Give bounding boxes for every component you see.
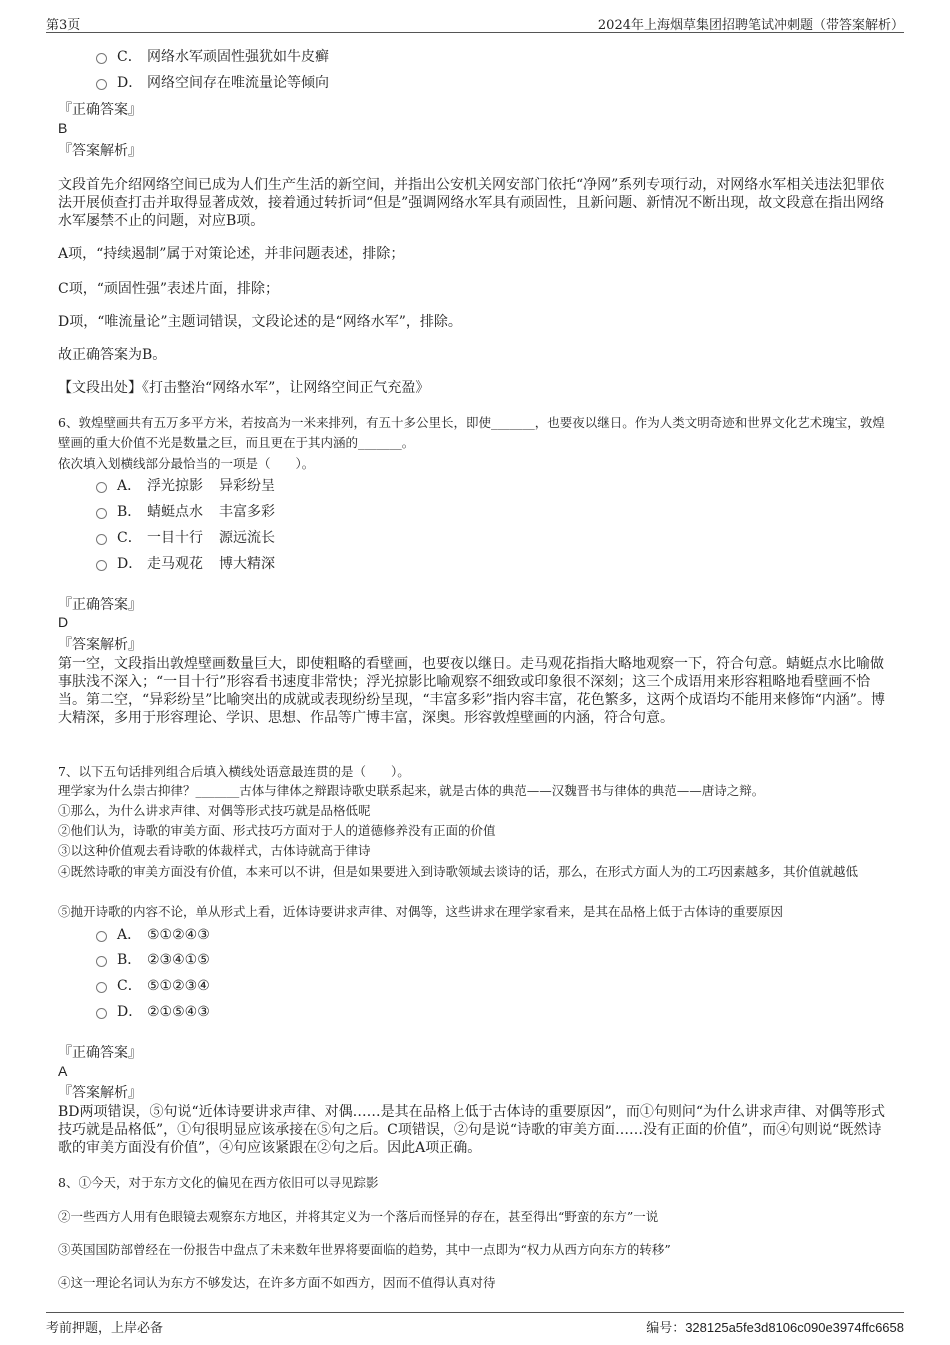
radio-icon[interactable]: [96, 508, 107, 519]
q8-sentence-3: ③英国国防部曾经在一份报告中盘点了未来数年世界将要面临的趋势，其中一点即为“权力从西方向东方的转移”: [58, 1242, 671, 1257]
option-key: A．: [117, 927, 142, 943]
radio-icon[interactable]: [96, 79, 107, 90]
option-text: ②①⑤④③: [147, 1004, 210, 1020]
q6-option-b[interactable]: [96, 502, 275, 522]
q5-option-d[interactable]: [96, 73, 329, 93]
q5-option-c[interactable]: [96, 47, 329, 67]
radio-icon[interactable]: [96, 534, 107, 545]
option-word-2: 异彩纷呈: [219, 478, 275, 494]
option-key: C．: [117, 49, 142, 65]
q6-analysis: 第一空，文段指出敦煌壁画数量巨大，即使粗略的看壁画，也要夜以继日。走马观花指指大略地观察一下，符合句意。蜻蜓点水比喻做事肤浅不深入；“一目十行”形容看书速度非常快；浮光掠影比喻观察不细致或印象很不深刻；这三个成语用来形容粗略地看壁画不恰当。第二空，“异彩纷呈”比喻突出的成就或表现纷纷呈现，“丰富多彩”指内容丰富，花色繁多，这两个成语均不能用来修饰“内涵”。博大精深，多用于形容理论、学识、思想、作品等广博丰富，深奥。形容敦煌壁画的内涵，符合句意。: [58, 656, 885, 726]
radio-icon[interactable]: [96, 956, 107, 967]
radio-icon[interactable]: [96, 931, 107, 942]
radio-icon[interactable]: [96, 482, 107, 493]
q6-stem: 6、敦煌壁画共有五万多平方米，若按高为一米来排列，有五十多公里长，即使_______，也要夜以继日。作为人类文明奇迹和世界文化艺术瑰宝，敦煌壁画的重大价值不光是数量之巨，而且更在于其内涵的_______。: [58, 415, 885, 450]
q5-answer: B: [58, 120, 68, 136]
radio-icon[interactable]: [96, 1008, 107, 1019]
q5-conclusion: 故正确答案为B。: [58, 347, 167, 363]
option-key: B．: [117, 504, 142, 520]
option-key: B．: [117, 952, 142, 968]
q7-option-d[interactable]: [96, 1002, 210, 1022]
option-word-1: 一目十行: [147, 530, 203, 546]
q7-sentence-2: ②他们认为，诗歌的审美方面、形式技巧方面对于人的道德修养没有正面的价值: [58, 823, 496, 838]
q7-option-a[interactable]: [96, 925, 210, 945]
page-header: [46, 14, 904, 33]
q5-analysis-label: 『答案解析』: [58, 143, 142, 159]
document-id: 编号：328125a5fe3d8106c090e3974ffc6658: [646, 1320, 904, 1335]
q6-option-a[interactable]: [96, 476, 275, 496]
q7-sentence-5: ⑤抛开诗歌的内容不论，单从形式上看，近体诗要讲求声律、对偶等，这些讲求在理学家看来，是其在品格上低于古体诗的重要原因: [58, 904, 784, 919]
q7-analysis-label: 『答案解析』: [58, 1085, 142, 1101]
option-text: 网络空间存在唯流量论等倾向: [147, 75, 329, 91]
q7-option-b[interactable]: [96, 950, 210, 970]
option-word-2: 丰富多彩: [219, 504, 275, 520]
q8-sentence-1: 8、①今天，对于东方文化的偏见在西方依旧可以寻见踪影: [58, 1175, 379, 1190]
option-key: C．: [117, 530, 142, 546]
option-text: 网络水军顽固性强犹如牛皮癣: [147, 49, 329, 65]
q5-note-d: D项，“唯流量论”主题词错误，文段论述的是“网络水军”，排除。: [58, 314, 462, 330]
page-footer: [46, 1312, 904, 1336]
q5-analysis: 文段首先介绍网络空间已成为人们生产生活的新空间，并指出公安机关网安部门依托“净网”系列专项行动，对网络水军相关违法犯罪依法开展侦查打击并取得显著成效，接着通过转折词“但是”强调网络水军具有顽固性，且新问题、新情况不断出现，故文段意在指出网络水军屡禁不止的问题，对应B项。: [58, 177, 885, 229]
q6-prompt: 依次填入划横线部分最恰当的一项是（ ）。: [58, 456, 315, 471]
q6-analysis-label: 『答案解析』: [58, 637, 142, 653]
q8-sentence-4: ④这一理论名词认为东方不够发达，在许多方面不如西方，因而不值得认真对待: [58, 1275, 496, 1290]
q7-stem: 7、以下五句话排列组合后填入横线处语意最连贯的是（ ）。: [58, 764, 410, 779]
option-key: A．: [117, 478, 142, 494]
q7-answer-label: 『正确答案』: [58, 1045, 142, 1061]
q5-note-c: C项，“顽固性强”表述片面，排除；: [58, 281, 280, 297]
document-title: 2024年上海烟草集团招聘笔试冲刺题（带答案解析）: [597, 18, 904, 33]
option-word-1: 蜻蜓点水: [147, 504, 203, 520]
q8-sentence-2: ②一些西方人用有色眼镜去观察东方地区，并将其定义为一个落后而怪异的存在，甚至得出“野蛮的东方”一说: [58, 1209, 659, 1224]
option-key: D．: [117, 1004, 143, 1020]
option-text: ⑤①②④③: [147, 927, 210, 943]
q6-option-c[interactable]: [96, 528, 275, 548]
option-key: D．: [117, 75, 143, 91]
q7-line1: 理学家为什么崇古抑律？_______古体与律体之辩跟诗歌史联系起来，就是古体的典范——汉魏晋书与律体的典范——唐诗之辩。: [58, 783, 765, 798]
option-word-2: 源远流长: [219, 530, 275, 546]
q5-answer-label: 『正确答案』: [58, 102, 142, 118]
q7-answer: A: [58, 1063, 68, 1079]
option-key: D．: [117, 556, 143, 572]
q5-note-a: A项，“持续遏制”属于对策论述，并非问题表述，排除；: [58, 246, 405, 262]
q6-answer: D: [58, 614, 69, 630]
option-word-1: 浮光掠影: [147, 478, 203, 494]
footer-slogan: 考前押题，上岸必备: [46, 1321, 164, 1336]
radio-icon[interactable]: [96, 560, 107, 571]
q5-source: 【文段出处】《打击整治“网络水军”，让网络空间正气充盈》: [58, 380, 430, 396]
option-key: C．: [117, 978, 142, 994]
q7-sentence-3: ③以这种价值观去看诗歌的体裁样式，古体诗就高于律诗: [58, 843, 371, 858]
q7-option-c[interactable]: [96, 976, 210, 996]
option-word-1: 走马观花: [147, 556, 203, 572]
q7-sentence-1: ①那么，为什么讲求声律、对偶等形式技巧就是品格低呢: [58, 803, 371, 818]
option-word-2: 博大精深: [219, 556, 275, 572]
option-text: ②③④①⑤: [147, 952, 210, 968]
q7-sentence-4: ④既然诗歌的审美方面没有价值，本来可以不讲，但是如果要进入到诗歌领域去谈诗的话，那么，在形式方面人为的工巧因素越多，其价值就越低: [58, 864, 859, 879]
radio-icon[interactable]: [96, 53, 107, 64]
q7-analysis: BD两项错误，⑤句说“近体诗要讲求声律、对偶……是其在品格上低于古体诗的重要原因”，而①句则问“为什么讲求声律、对偶等形式技巧就是品格低”，①句很明显应该承接在⑤句之后。C项错误，②句是说“诗歌的审美方面……没有正面的价值”，而④句则说“既然诗歌的审美方面没有价值”，④句应该紧跟在②句之后。因此A项正确。: [58, 1104, 885, 1156]
q6-answer-label: 『正确答案』: [58, 597, 142, 613]
q6-option-d[interactable]: [96, 554, 275, 574]
option-text: ⑤①②③④: [147, 978, 210, 994]
radio-icon[interactable]: [96, 982, 107, 993]
page-number: 第3页: [46, 18, 81, 33]
